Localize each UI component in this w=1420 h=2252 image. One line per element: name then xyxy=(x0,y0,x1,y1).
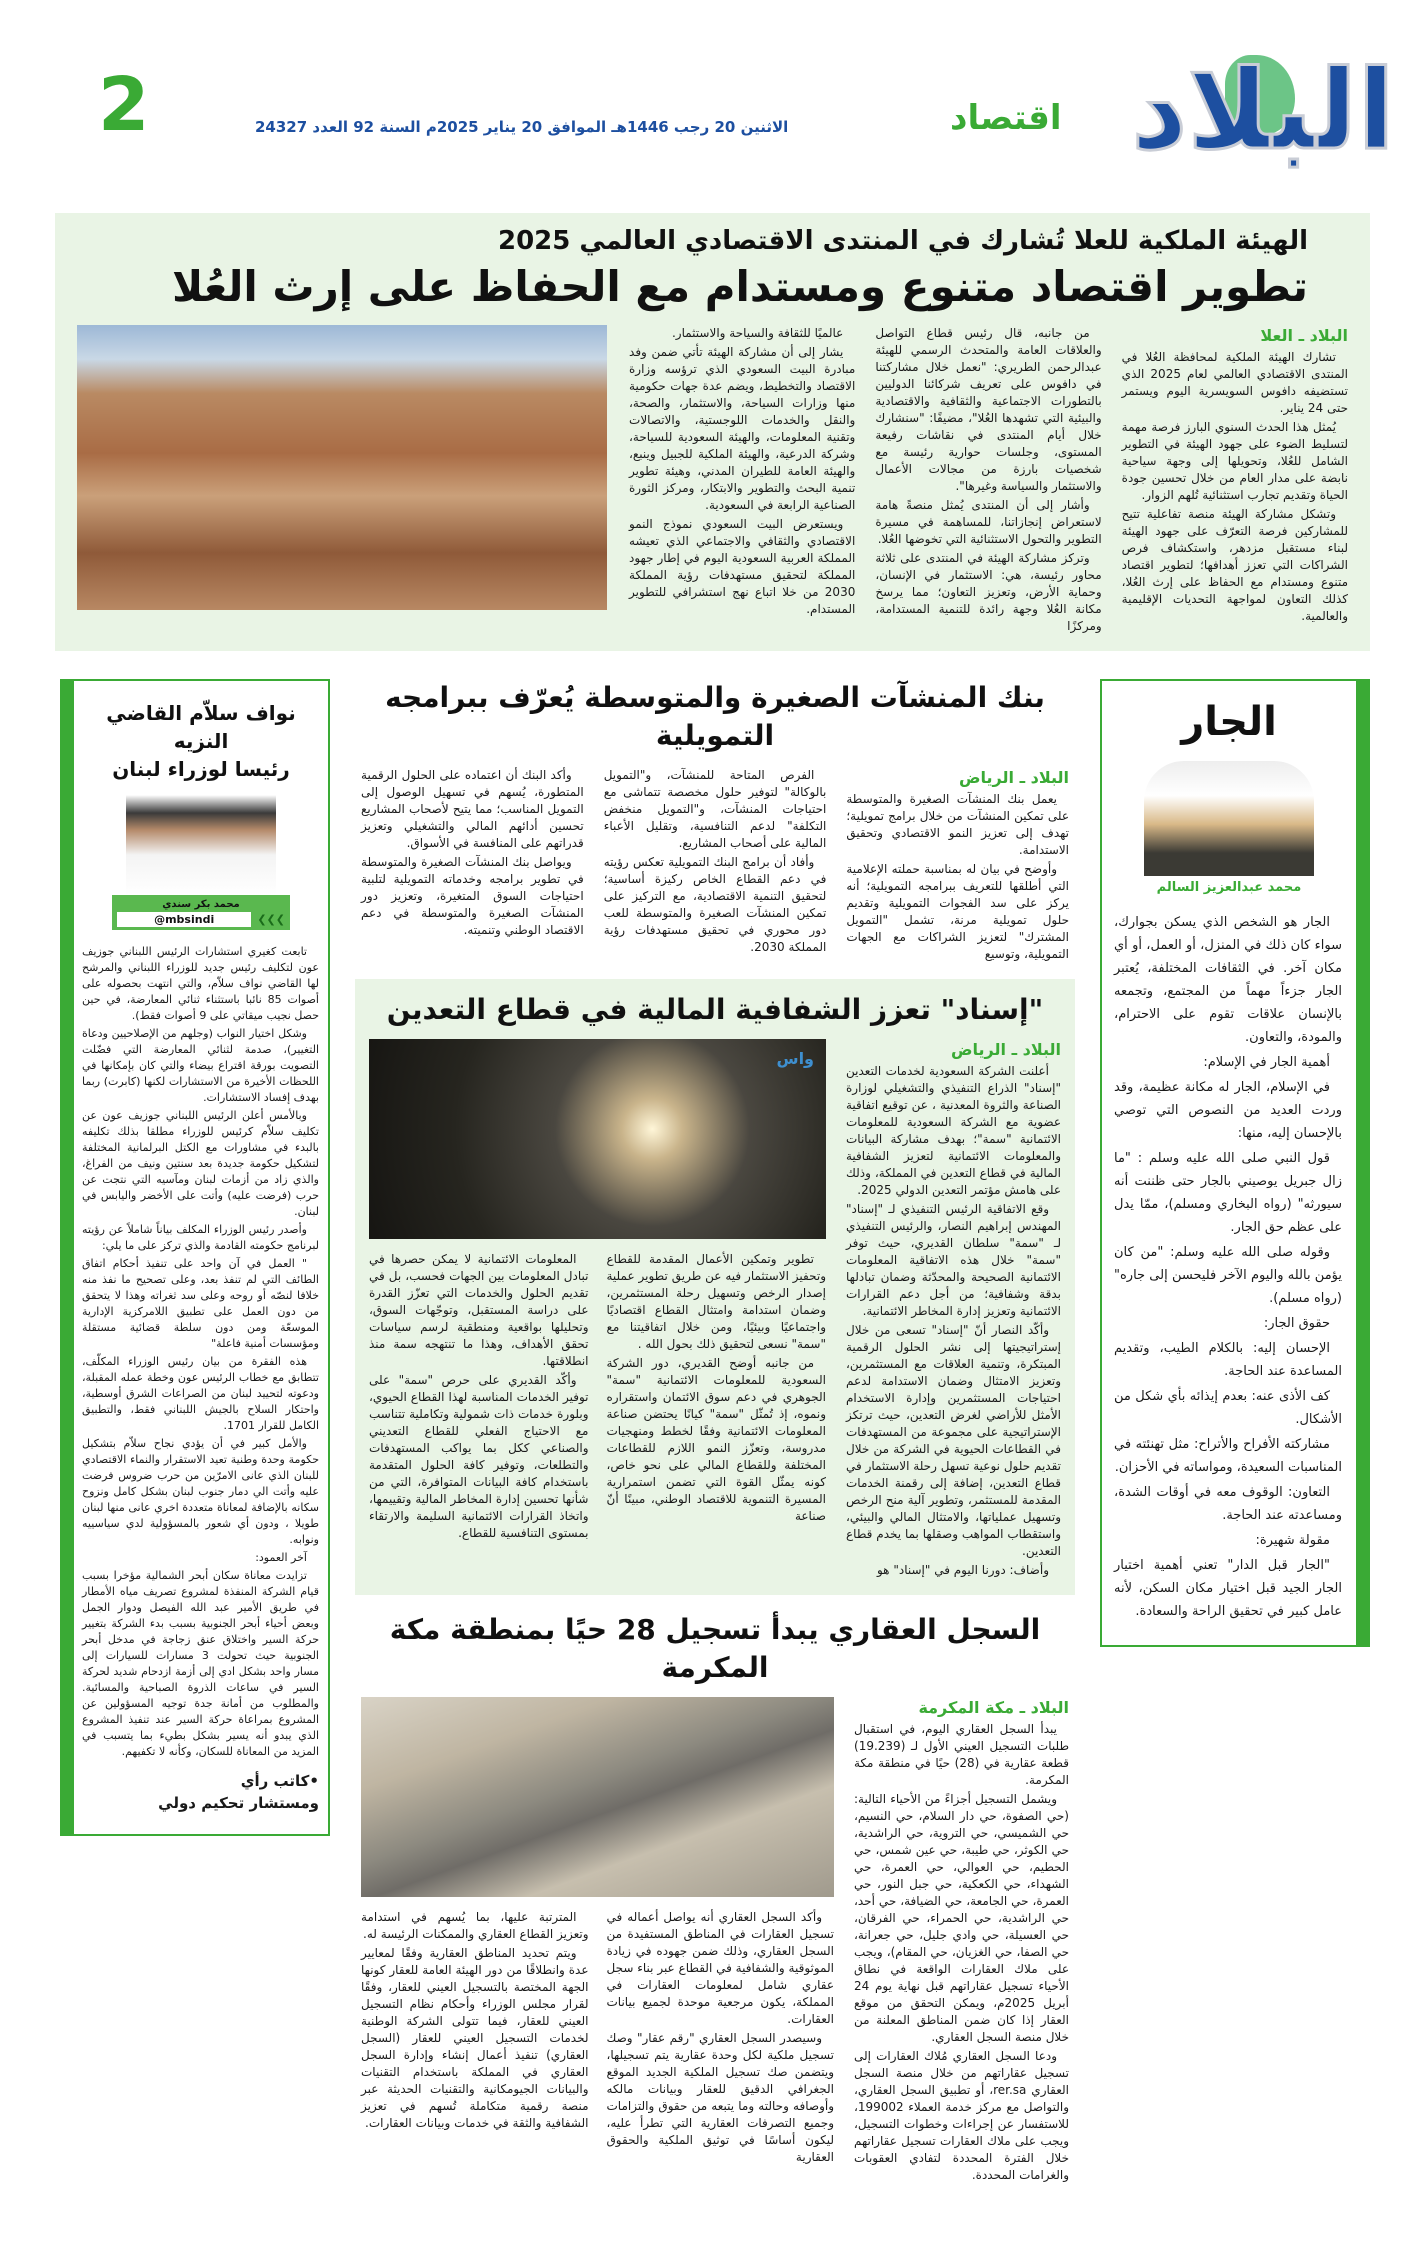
salam-box xyxy=(72,679,330,1836)
registry-headline: السجل العقاري يبدأ تسجيل 28 حيًا بمنطقة مكة المكرمة xyxy=(389,1613,1041,1684)
paragraph: " العمل في آن واحد على تنفيذ أحكام اتفاق الطائف التي لم تنفذ بعد، وعلى تصحيح ما نفذ منه خلافا لنصّه أو روحه وعلى سد ثغراته وهذا لا يتحقق من دون العمل على تطبيق اللامركزية الإدارية الموسعّة ومن دون سلطة قضائية مستقلة ومؤسسات أمنية فاعلة" xyxy=(82,1257,319,1350)
newspaper-logo xyxy=(1130,46,1395,205)
paragraph: وأصدر رئيس الوزراء المكلف بياناً شاملاً عن رؤيته لبرنامج حكومته القادمة والذي تركز على ما يلي: xyxy=(82,1223,319,1252)
registry-col-2 xyxy=(607,1909,835,2166)
jar-column xyxy=(1100,679,1370,1647)
esnad-headline: "إسناد" تعزز الشفافية المالية في قطاع التعدين xyxy=(386,993,1044,1026)
esnad-article xyxy=(355,979,1075,1595)
page-body xyxy=(55,213,1370,2186)
paragraph: من جانبه، قال رئيس قطاع التواصل والعلاقات العامة والمتحدث الرسمي للهيئة عبدالرحمن الطريري: "نعمل خلال مشاركتنا في دافوس على تعريف شركائنا الدوليين بالتطورات الاجتماعية والثقافية والاقتصادية والبيئية التي تشهدها العُلا"، مضيفًا: "سنشارك خلال أيام المنتدى في نقاشات رفيعة المستوى، وجلسات حوارية رئيسة مع شخصيات بارزة من مجالات الأعمال والاستثمار والسياسة وغيرها". xyxy=(875,326,1102,493)
registry-col-3 xyxy=(361,1909,589,2132)
salam-body xyxy=(74,930,328,1814)
registry-dateline: البلاد ـ مكة المكرمة xyxy=(918,1698,1069,1717)
esnad-left xyxy=(369,1039,826,1542)
author-photo xyxy=(1144,761,1314,876)
section-title: اقتصاد xyxy=(950,98,1062,138)
paragraph: آخر العمود: xyxy=(255,1551,307,1564)
paragraph: من جانبه أوضح القديري، دور الشركة السعودية للمعلومات الائتمانية "سمة" الجوهري في دعم سوق الائتمان واستقراره ونموه، إذ تُمثّل "سمة" كيانًا يحتضن صناعة المعلومات الائتمانية وفقًا لخطط ومنهجيات مدروسة، وتعزّز النمو اللازم للقطاعات المختلفة وللقطاع المالي على نحو خاص، كونه يمثّل القوة التي تضمن استمرارية المسيرة التنموية للاقتصاد الوطني، مبينًا أنّ صناعة xyxy=(606,1356,826,1523)
paragraph: ويتم تحديد المناطق العقارية وفقًا لمعايير عدة وانطلاقًا من دور الهيئة العامة للعقار كونها الجهة المختصة بالتسجيل العيني للعقار، وفقًا لقرار مجلس الوزراء وأحكام نظام التسجيل العيني للعقار، فيما تتولى الشركة الوطنية لخدمات التسجيل العيني للعقار (السجل العقاري) تنفيذ أعمال إنشاء وإدارة السجل العقاري في المملكة باستخدام التقنيات والبيانات الجيومكانية والتقنيات الحديثة عبر منصة رقمية متكاملة تُسهم في تعزيز الشفافية والثقة في خدمات وبيانات العقارات. xyxy=(361,1946,589,2130)
paragraph: قول النبي صلى الله عليه وسلم : "ما زال جبريل يوصيني بالجار حتى ظننت أنه سيورثه" (رواه البخاري ومسلم)، ممّا يدل على عظم حق الجار. xyxy=(1114,1151,1342,1235)
paragraph: وتركز مشاركة الهيئة في المنتدى على ثلاثة محاور رئيسة، هي: الاستثمار في الإنسان، وحماية الأرض، وتعزيز التعاون؛ مما يرسخ مكانة العُلا وجهة رائدة للتنمية المستدامة، ومركزًا xyxy=(875,551,1102,633)
esnad-col-2 xyxy=(607,1251,827,1525)
ula-col-3 xyxy=(629,325,855,618)
paragraph: وأضاف: دورنا اليوم في "إسناد" هو xyxy=(876,1563,1049,1577)
middle-column xyxy=(355,679,1075,2186)
paragraph: التعاون: الوقوف معه في أوقات الشدة، ومساعدته عند الحاجة. xyxy=(1114,1485,1342,1523)
twitter-handle[interactable]: @mbsindi xyxy=(117,912,251,927)
paragraph: المعلومات الائتمانية لا يمكن حصرها في تبادل المعلومات بين الجهات فحسب، بل في تقديم الحلول والخدمات التي تعزّز القدرة على دراسة المستقبل، وتوجّهات السوق، وتحليلها بواقعية ومنطقية لرسم سياسات تحقق الأهداف، وهذا ما تنتهجه سمة منذ انطلاقتها. xyxy=(369,1252,589,1368)
bank-dateline: البلاد ـ الرياض xyxy=(959,768,1069,787)
paragraph: مشاركته الأفراح والأتراح: مثل تهنئته في المناسبات السعيدة، ومواساته في الأحزان. xyxy=(1114,1437,1342,1475)
registry-left xyxy=(361,1697,834,2166)
paragraph: أعلنت الشركة السعودية لخدمات التعدين "إسناد" الذراع التنفيذي والتشغيلي لوزارة الصناعة والثروة المعدنية ، عن توقيع اتفاقية عضوية مع الشركة السعودية للمعلومات الائتمانية "سمة"؛ بهدف مشاركة البيانات والمعلومات الائتمانية لتعزيز الشفافية المالية في قطاع التعدين في المملكة، وذلك على هامش مؤتمر التعدين الدولي 2025. xyxy=(846,1064,1061,1197)
salam-title-1: نواف سلاّم القاضي النزيه xyxy=(106,701,296,753)
esnad-dateline: البلاد ـ الرياض xyxy=(951,1040,1061,1059)
paragraph: تزايدت معاناة سكان أبحر الشمالية مؤخرا بسبب قيام الشركة المنفذة لمشروع تصريف مياه الأمطار في طريق الأمير عبد الله الفيصل ودوار الجمل وبعض أحياء أبحر الجنوبية بسبب بدء الشركة بتغيير حركة السير واختلاق عنق زجاجة في مدخل أبحر الجنوبية حيث تحولت 3 مسارات للسيارات إلى مسار واحد بشكل ادي إلى أزمة ازدحام شديد لحركة السير في ساعات الذروة الصباحية والمسائية. والمطلوب من أمانة جدة توجيه المسؤولين عن المشروع بمراعاة حركة السير عند تنفيذ المشروع الذي يبدو أنه يسير بشكل بطيء بما يتسبب في المزيد من المعاناة للسكان، وكأنه لا تكفيهم. xyxy=(82,1569,319,1758)
paragraph: في الإسلام، الجار له مكانة عظيمة، وقد وردت العديد من النصوص التي توصي بالإحسان إليه، منها: xyxy=(1114,1080,1342,1141)
paragraph: تطوير وتمكين الأعمال المقدمة للقطاع وتحفيز الاستثمار فيه عن طريق تطوير عملية إصدار الرخص وتسهيل رحلة المستثمرين، وضمان استدامة وامتثال القطاع اقتصاديًا واجتماعيًا وبيئيًا، ومن خلال اتفاقيتنا مع "سمة" نسعى لتحقيق ذلك بحول الله . xyxy=(606,1252,826,1351)
registry-cols xyxy=(361,1909,834,2166)
paragraph: ودعا السجل العقاري مُلاك العقارات إلى تسجيل عقاراتهم من خلال منصة السجل العقاري rer.sa، أو تطبيق السجل العقاري، والتواصل مع مركز خدمة العملاء 199002، للاستفسار عن إجراءات وخطوات التسجيل، ويجب على ملاك العقارات تسجيل عقاراتهم خلال الفترة المحددة لتفادي العقوبات والغرامات المحددة. xyxy=(854,2049,1069,2182)
paragraph: يبدأ السجل العقاري اليوم، في استقبال طلبات التسجيل العيني الأول لـ (19.239) قطعة عقارية في (28) حيًا في منطقة مكة المكرمة. xyxy=(854,1722,1069,1787)
paragraph: أهمية الجار في الإسلام: xyxy=(1203,1055,1330,1070)
paragraph: مقولة شهيرة: xyxy=(1255,1533,1330,1548)
registry-col-1 xyxy=(854,1697,1069,2186)
paragraph: يشار إلى أن مشاركة الهيئة تأتي ضمن وفد مبادرة البيت السعودي الذي ترؤسه وزارة الاقتصاد والتخطيط، ويضم عدة جهات حكومية منها وزارات السياحة، والاستثمار، والصحة، والنقل والخدمات اللوجستية، والاتصالات وتقنية المعلومات، والهيئة السعودية للسياحة، وشركة الدرعية، والهيئة الملكية للجبيل وينبع، والهيئة العامة للطيران المدني، وهيئة تطوير تنمية البحث والتطوير والابتكار، ومركز الثورة الصناعية الرابعة في السعودية. xyxy=(629,345,856,512)
paragraph: حقوق الجار: xyxy=(1263,1316,1330,1331)
bank-col-3 xyxy=(361,767,584,939)
bank-text xyxy=(355,767,1075,963)
mining-photo xyxy=(369,1039,826,1239)
author-footer: ومستشار تحكيم دولي xyxy=(158,1794,319,1812)
author-footer: •كاتب رأي xyxy=(240,1772,319,1790)
paragraph: ويستعرض البيت السعودي نموذج النمو الاقتصادي والثقافي والاجتماعي الذي تعيشه المملكة العربية السعودية اليوم في إطار جهود المملكة لتحقيق مستهدفات رؤية المملكة 2030 من خلا اتباع نهج استشرافي للتطوير المستدام. xyxy=(629,517,856,616)
green-bar xyxy=(60,679,72,1836)
paragraph: وأكّد النصار أنّ "إسناد" تسعى من خلال إستراتيجيتها إلى نشر الحلول الرقمية المبتكرة، وتنمية العلاقات مع المستثمرين، وتعزيز الامتثال وضمان الاستدامة لدعم احتياجات المستثمرين وإدارة الاستخدام الأمثل للأراضي لغرض التعدين، حيث ترتكز الإستراتيجية على مجموعة من المستهدفات في القطاعات الحيوية في الشركة من خلال تقديم حلول نوعية تسهل رحلة الاستثمار في قطاع التعدين، إضافة إلى رقمنة الخدمات المقدمة للمستثمر، وتطوير آلية منح الرخص وتسهيل عملياتها، والامتثال المالي والبيئي، واستقطاب المواهب وصقلها بما يخدم قطاع التعدين. xyxy=(846,1323,1061,1558)
paragraph: ويشمل التسجيل أجزاءً من الأحياء التالية: (حي الصفوة، حي دار السلام، حي النسيم، حي الشميسي، حي التروية، حي الراشدية، حي الكوثر، حي طيبة، حي عين شمس، حي الحطيم، حي العوالي، حي العمرة، حي الشهداء، حي الكعكية، حي جبل النور، حي العمرة، حي الجامعة، حي الضيافة، حي أحد، حي الراشدية، حي الحمراء، حي الفرقان، حي العسيلة، حي وادي جليل، حي جعرانة، حي الصفا، حي الغزيان، حي المقام)، ويجب على ملاك العقارات الواقعة في نطاق الأحياء تسجيل عقاراتهم قبل نهاية يوم 24 أبريل 2025م، ويمكن التحقق من موقع العقار إذا كان ضمن المناطق المعلنة من خلال منصة السجل العقاري. xyxy=(854,1792,1069,2044)
paragraph: وبالأمس أعلن الرئيس اللبناني جوزيف عون عن تكليف سلاّم كرئيس للوزراء مطلقا بذلك تكليفه بالبدء في مشاورات مع الكتل البرلمانية المختلفة لتشكيل حكومة جديدة بعد سنتين ونيف من الفراغ، والذي زاد من أزمات لبنان ومآسيه التي نتجت عن حرب (فرضت عليه) وأتت على الأخضر واليابس في لبنان. xyxy=(82,1109,319,1218)
ula-col-2 xyxy=(875,325,1101,635)
page-number: 2 xyxy=(98,62,150,148)
paragraph: وأفاد أن برامج البنك التمويلية تعكس رؤيته في دعم القطاع الخاص ركيزة أساسية؛ لتحقيق التنمية الاقتصادية، مع التركيز على تمكين المنشآت الصغيرة والمتوسطة للعب دور محوري في تحقيق مستهدفات رؤية المملكة 2030. xyxy=(603,855,827,954)
paragraph: تشارك الهيئة الملكية لمحافظة العُلا في المنتدى الاقتصادي العالمي لعام 2025 الذي تستضيفه دافوس السويسرية اليوم ويستمر حتى 24 يناير. xyxy=(1121,350,1348,415)
salam-column xyxy=(60,679,330,1836)
ula-col-1 xyxy=(1122,349,1348,625)
author-badge xyxy=(112,895,290,930)
jar-body xyxy=(1102,895,1356,1623)
paragraph: يعمل بنك المنشآت الصغيرة والمتوسطة على تمكين المنشآت من خلال برامج تمويلية؛ تهدف إلى تعزيز النمو الاقتصادي وتحقيق الاستدامة. xyxy=(846,792,1069,857)
paragraph: وسيصدر السجل العقاري "رقم عقار" وصك تسجيل ملكية لكل وحدة عقارية يتم تسجيلها، ويتضمن صك تسجيل الملكية الجديد الموقع الجغرافي الدقيق للعقار وبيانات مالكه وأوصافه وحالته وما يتبعه من حقوق والتزامات وجميع التصرفات العقارية التي تطرأ عليه، ليكون أساسًا في توثيق الملكية والحقوق العقارية xyxy=(606,2031,834,2164)
paragraph: الجار هو الشخص الذي يسكن بجوارك، سواء كان ذلك في المنزل، أو العمل، أو أي مكان آخر. في الثقافات المختلفة، يُعتبر الجار جزءاً مهماً من المجتمع، وتجمعه بالإنسان علاقات تقوم على الاحترام، والمودة، والتعاون. xyxy=(1114,915,1342,1045)
jar-box xyxy=(1100,679,1358,1647)
makkah-photo xyxy=(361,1697,834,1897)
ula-photo xyxy=(77,325,607,610)
paragraph: وتشكل مشاركة الهيئة منصة تفاعلية تتيح للمشاركين فرصة التعرّف على جهود الهيئة لبناء مستقبل مزدهر، واستكشاف فرص الشراكات التي تعزز أهدافها؛ لتطوير اقتصاد متنوع ومستدام مع الحفاظ على إرث العُلا، كذلك التعاون لمواجهة التحديات الإقليمية والعالمية. xyxy=(1121,507,1348,623)
paragraph: وشكل اختيار النواب (وجلهم من الإصلاحيين ودعاة التغيير)، صدمة لثنائي المعارضة التي فضّلت التصويت بورقة اقتراع بيضاء والتي كان بإمكانها في اللحظات الأخيرة من الاستشارات لكنها (كابرت) ربما بهدف إفساد الاستشارات. xyxy=(82,1027,319,1104)
salam-title-2: رئيسا لوزراء لبنان xyxy=(112,757,290,781)
paragraph: الفرص المتاحة للمنشآت، و"التمويل بالوكالة" لتوفير حلول مخصصة تتماشى مع احتياجات المنشآت، و"التمويل منخفض التكلفة" لدعم التنافسية، وتقليل الأعباء المالية على أصحاب المشاريع. xyxy=(603,768,827,850)
bank-col-1 xyxy=(846,791,1069,963)
paragraph: كف الأذى عنه: بعدم إيذائه بأي شكل من الأشكال. xyxy=(1114,1389,1342,1427)
esnad-col-3 xyxy=(369,1251,589,1542)
ula-article xyxy=(55,213,1370,651)
paragraph: وأشار إلى أن المنتدى يُمثل منصةً هامة لاستعراض إنجازاتنا، للمساهمة في مسيرة التطوير والتحول الاستثنائية التي تخوضها العُلا. xyxy=(875,498,1102,546)
registry-article xyxy=(355,1611,1075,2186)
paragraph: وقوله صلى الله عليه وسلم: "من كان يؤمن بالله واليوم الآخر فليحسن إلى جاره" (رواه مسلم). xyxy=(1114,1245,1342,1306)
esnad-body xyxy=(369,1039,1061,1581)
esnad-cols xyxy=(369,1251,826,1542)
ula-text xyxy=(629,325,1348,635)
bank-article xyxy=(355,679,1075,963)
ula-body xyxy=(77,325,1348,635)
lower-section xyxy=(55,679,1370,2186)
ula-headline: تطوير اقتصاد متنوع ومستدام مع الحفاظ على إرث العُلا xyxy=(171,262,1308,311)
paragraph: الإحسان إليه: بالكلام الطيب، وتقديم المساعدة عند الحاجة. xyxy=(1114,1341,1342,1379)
salam-author: محمد بكر سندي xyxy=(162,899,240,910)
paragraph: وأكد السجل العقاري أنه يواصل أعماله في تسجيل العقارات في المناطق المستفيدة من السجل العقاري، وذلك ضمن جهوده في زيادة الموثوقية والشفافية في القطاع عبر بناء سجل عقاري شامل لمعلومات العقارات في المملكة، يكون مرجعية موحدة لجميع بيانات العقارات. xyxy=(606,1910,834,2026)
ula-kicker: الهيئة الملكية للعلا تُشارك في المنتدى الاقتصادي العالمي 2025 xyxy=(498,226,1308,256)
paragraph: والأمل كبير في أن يؤدي نجاح سلاّم بتشكيل حكومة وحدة وطنية تعيد الاستقرار والنماء الاقتصادي للبنان الذي عانى الامرّين من حرب ضروس فرضت عليه وأتت الي دمار جنوب لبنان بشكل كامل ونزوح سكانه بالإضافة لمعاناة متعددة اخري عانى منها لبنان طويلا ، ودون أي شعور بالمسؤولية لدي سياسييه ونوابه. xyxy=(82,1437,319,1546)
paragraph: وأكّد القديري على حرص "سمة" على توفير الخدمات المناسبة لهذا القطاع الحيوي، وبلورة خدمات ذات شمولية وتكاملية تتناسب مع الاحتياج الفعلي للقطاع التعديني والصناعي ككل بما يواكب المستهدفات والتطلعات، وتوفير كافة الحلول المتقدمة باستخدام كافة البيانات المتوافرة، التي من شأنها تحسين إدارة المخاطر المالية وتقييمها، واتخاذ القرارات الائتمانية السليمة والارتقاء بمستوى التنافسية للقطاع. xyxy=(369,1373,589,1540)
author-photo xyxy=(126,795,276,895)
esnad-col-1 xyxy=(846,1039,1061,1581)
green-bar xyxy=(1358,679,1370,1647)
ula-dateline: البلاد ـ العلا xyxy=(1260,326,1348,345)
paragraph: وقع الاتفاقية الرئيس التنفيذي لـ "إسناد" المهندس إبراهيم النصار، والرئيس التنفيذي لـ "سمة" سلطان القديري، حيث توفر "سمة" خلال هذه الاتفاقية المعلومات الائتمانية الصحيحة والمحدّثة وضمان تبادلها بدقة وشفافية؛ من أجل دعم القرارات الائتمانية وتعزيز إدارة المخاطر الائتمانية. xyxy=(846,1202,1061,1318)
paragraph: وأكد البنك أن اعتماده على الحلول الرقمية المتطورة، يُسهم في تسهيل الوصول إلى التمويل المناسب؛ مما يتيح لأصحاب المشاريع تحسين أدائهم المالي والتشغيلي وتعزيز قدراتهم على المنافسة في الأسواق. xyxy=(361,768,584,850)
paragraph: وأوضح في بيان له بمناسبة حملته الإعلامية التي أطلقها للتعريف ببرامجه التمويلية؛ أنه يركز على سد الفجوات التمويلية وتقديم حلول تمويلية مرنة، تشمل "التمويل المشترك" لتعزيز الشراكات مع الجهات التمويلية، وتوسيع xyxy=(846,862,1069,961)
paragraph: ويواصل بنك المنشآت الصغيرة والمتوسطة في تطوير برامجه وخدماته التمويلية لتلبية احتياجات السوق المتغيرة، وتعزيز دور المنشآت الصغيرة والمتوسطة في دعم الاقتصاد الوطني وتنميته. xyxy=(361,855,584,937)
bank-headline: بنك المنشآت الصغيرة والمتوسطة يُعرّف ببرامجه التمويلية xyxy=(385,681,1045,752)
paragraph: عالميًا للثقافة والسياحة والاستثمار. xyxy=(671,326,844,340)
logo-text: البلاد xyxy=(1131,46,1395,174)
jar-title: الجار xyxy=(1181,699,1277,745)
bank-col-2 xyxy=(604,767,827,956)
paragraph: يُمثل هذا الحدث السنوي البارز فرصة مهمة لتسليط الضوء على جهود الهيئة في التطوير الشامل للعُلا، وتحويلها إلى وجهة سياحية نابضة على مدار العام من خلال تحسين جودة الحياة وتقديم تجارب استثنائية تُلهم الزوار. xyxy=(1121,420,1348,502)
chevrons-icon: ❮❮❮ xyxy=(257,913,285,926)
paragraph: تابعت كغيري استشارات الرئيس اللبناني جوزيف عون لتكليف رئيس جديد للوزراء اللبناني والمرشح لها القاضي نواف سلاّم، والتي انتهت بحصوله على أصوات 85 نائبا باستثناء ثنائي المعارضة، في حين حصل نجيب ميقاتي على 9 أصوات فقط). xyxy=(82,945,319,1022)
paragraph: "الجار قبل الدار" تعني أهمية اختيار الجار الجيد قبل اختيار مكان السكن، لأنه عامل كبير في تحقيق الراحة والسعادة. xyxy=(1114,1558,1342,1619)
spa-watermark: واس xyxy=(776,1049,814,1068)
dateline: الاثنين 20 رجب 1446هـ الموافق 20 يناير 2025م السنة 92 العدد 24327 xyxy=(255,118,789,136)
paragraph: هذه الفقرة من بيان رئيس الوزراء المكلّف، تتطابق مع خطاب الرئيس عون وخطة عمله المقبلة، ودعوته لتحييد لبنان من الصراعات الشرق أوسطية، واحتكار السلاح بالجيش اللبناني فقط، والتطبيق الكامل للقرار 1701. xyxy=(82,1355,319,1432)
jar-author: محمد عبدالعزيز السالم xyxy=(1156,880,1302,895)
registry-body xyxy=(361,1697,1069,2186)
paragraph: المترتبة عليها، بما يُسهم في استدامة وتعزيز القطاع العقاري والممكنات الرئيسة له. xyxy=(361,1910,589,1941)
